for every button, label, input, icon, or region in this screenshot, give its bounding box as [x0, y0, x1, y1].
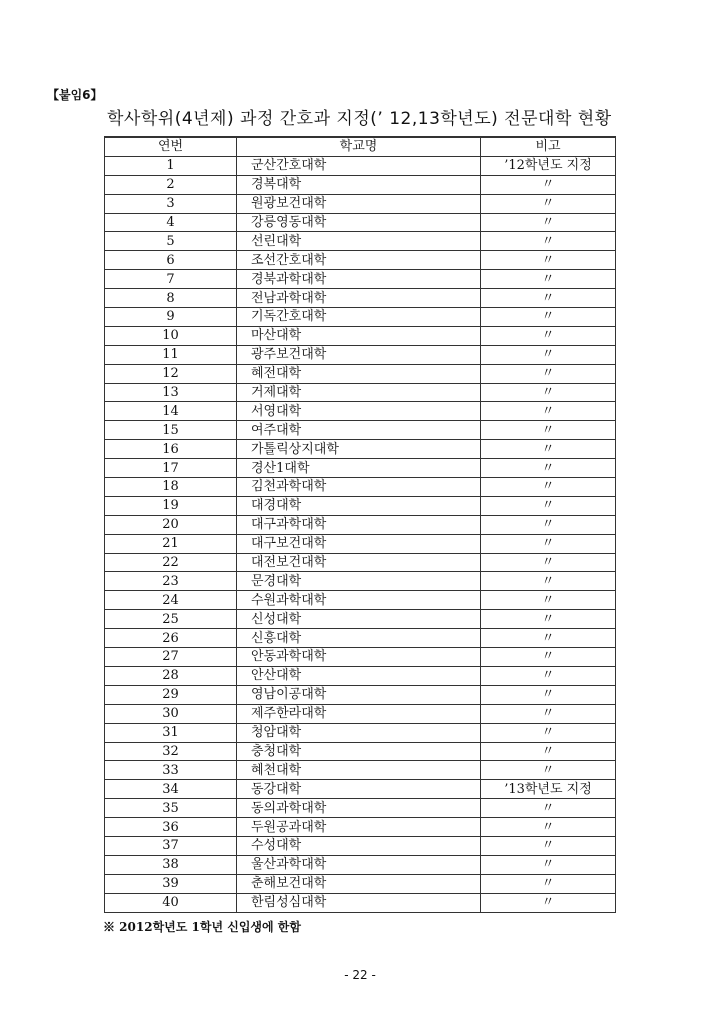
table-row	[105, 194, 616, 213]
row-note: 〃	[481, 666, 616, 685]
row-number: 4	[105, 213, 237, 232]
row-number: 12	[105, 364, 237, 383]
row-school-name: 신성대학	[237, 610, 481, 629]
row-note: 〃	[481, 836, 616, 855]
row-school-name: 영남이공대학	[237, 685, 481, 704]
table-row	[105, 213, 616, 232]
table-row	[105, 251, 616, 270]
row-number: 22	[105, 553, 237, 572]
row-school-name: 수원과학대학	[237, 591, 481, 610]
table-row	[105, 572, 616, 591]
row-school-name: 가톨릭상지대학	[237, 440, 481, 459]
row-school-name: 김천과학대학	[237, 478, 481, 497]
row-number: 17	[105, 459, 237, 478]
table-row	[105, 383, 616, 402]
row-number: 33	[105, 761, 237, 780]
row-note: 〃	[481, 496, 616, 515]
row-school-name: 기독간호대학	[237, 308, 481, 327]
row-number: 40	[105, 893, 237, 912]
table-row	[105, 818, 616, 837]
row-school-name: 울산과학대학	[237, 855, 481, 874]
row-school-name: 강릉영동대학	[237, 213, 481, 232]
row-school-name: 조선간호대학	[237, 251, 481, 270]
row-school-name: 전남과학대학	[237, 289, 481, 308]
row-note: 〃	[481, 364, 616, 383]
row-note: 〃	[481, 685, 616, 704]
row-school-name: 안산대학	[237, 666, 481, 685]
row-note: 〃	[481, 175, 616, 194]
row-note: 〃	[481, 440, 616, 459]
row-school-name: 원광보건대학	[237, 194, 481, 213]
header-note: 비고	[481, 137, 616, 156]
row-number: 35	[105, 799, 237, 818]
row-number: 34	[105, 780, 237, 799]
row-number: 32	[105, 742, 237, 761]
row-note: 〃	[481, 629, 616, 648]
row-school-name: 수성대학	[237, 836, 481, 855]
row-note: 〃	[481, 213, 616, 232]
row-note: 〃	[481, 478, 616, 497]
row-number: 9	[105, 308, 237, 327]
row-note: 〃	[481, 818, 616, 837]
row-school-name: 문경대학	[237, 572, 481, 591]
row-number: 28	[105, 666, 237, 685]
row-number: 15	[105, 421, 237, 440]
table-row	[105, 459, 616, 478]
row-number: 27	[105, 648, 237, 667]
row-number: 3	[105, 194, 237, 213]
row-school-name: 경복대학	[237, 175, 481, 194]
row-number: 1	[105, 156, 237, 175]
table-row	[105, 478, 616, 497]
footnote: ※ 2012학년도 1학년 신입생에 한함	[103, 920, 301, 934]
row-number: 2	[105, 175, 237, 194]
row-note: 〃	[481, 289, 616, 308]
row-school-name: 대경대학	[237, 496, 481, 515]
header-number: 연번	[105, 137, 237, 156]
row-number: 5	[105, 232, 237, 251]
row-school-name: 선린대학	[237, 232, 481, 251]
row-number: 25	[105, 610, 237, 629]
row-note: 〃	[481, 421, 616, 440]
row-number: 36	[105, 818, 237, 837]
table-row	[105, 534, 616, 553]
college-table	[104, 136, 616, 913]
row-school-name: 안동과학대학	[237, 648, 481, 667]
table-row	[105, 666, 616, 685]
row-note: 〃	[481, 326, 616, 345]
row-number: 39	[105, 874, 237, 893]
row-note: 〃	[481, 648, 616, 667]
row-number: 11	[105, 345, 237, 364]
row-note: 〃	[481, 572, 616, 591]
row-school-name: 신흥대학	[237, 629, 481, 648]
table-row	[105, 591, 616, 610]
row-school-name: 군산간호대학	[237, 156, 481, 175]
row-note: 〃	[481, 534, 616, 553]
row-school-name: 혜전대학	[237, 364, 481, 383]
document-title: 학사학위(4년제) 과정 간호과 지정(’ 12,13학년도) 전문대학 현황	[107, 109, 612, 129]
row-note: 〃	[481, 704, 616, 723]
table-row	[105, 270, 616, 289]
table-row	[105, 289, 616, 308]
row-number: 30	[105, 704, 237, 723]
row-number: 38	[105, 855, 237, 874]
row-number: 14	[105, 402, 237, 421]
table-row	[105, 308, 616, 327]
row-school-name: 서영대학	[237, 402, 481, 421]
table-row	[105, 761, 616, 780]
row-school-name: 경산1대학	[237, 459, 481, 478]
row-number: 20	[105, 515, 237, 534]
row-note: 〃	[481, 610, 616, 629]
row-school-name: 광주보건대학	[237, 345, 481, 364]
row-number: 10	[105, 326, 237, 345]
table-row	[105, 855, 616, 874]
table-row	[105, 610, 616, 629]
table-row	[105, 232, 616, 251]
row-note: 〃	[481, 799, 616, 818]
table-row	[105, 515, 616, 534]
table-row	[105, 553, 616, 572]
row-note: 〃	[481, 874, 616, 893]
row-school-name: 혜천대학	[237, 761, 481, 780]
row-note: 〃	[481, 742, 616, 761]
row-note: 〃	[481, 515, 616, 534]
row-note: ’12학년도 지정	[481, 156, 616, 175]
table-row	[105, 799, 616, 818]
row-number: 24	[105, 591, 237, 610]
table-row	[105, 326, 616, 345]
row-number: 18	[105, 478, 237, 497]
row-number: 31	[105, 723, 237, 742]
page-number: - 22 -	[344, 968, 376, 982]
table-row	[105, 836, 616, 855]
table-row	[105, 723, 616, 742]
row-school-name: 동강대학	[237, 780, 481, 799]
table-row	[105, 421, 616, 440]
row-note: 〃	[481, 308, 616, 327]
row-school-name: 한림성심대학	[237, 893, 481, 912]
table-row	[105, 685, 616, 704]
row-note: 〃	[481, 591, 616, 610]
row-note: 〃	[481, 402, 616, 421]
table-row	[105, 893, 616, 912]
row-note: ’13학년도 지정	[481, 780, 616, 799]
row-number: 6	[105, 251, 237, 270]
header-school-name: 학교명	[237, 137, 481, 156]
row-school-name: 두원공과대학	[237, 818, 481, 837]
row-number: 16	[105, 440, 237, 459]
table-row	[105, 156, 616, 175]
row-note: 〃	[481, 345, 616, 364]
row-school-name: 춘해보건대학	[237, 874, 481, 893]
row-school-name: 마산대학	[237, 326, 481, 345]
row-school-name: 대구보건대학	[237, 534, 481, 553]
row-note: 〃	[481, 383, 616, 402]
row-note: 〃	[481, 723, 616, 742]
table-row	[105, 440, 616, 459]
row-note: 〃	[481, 761, 616, 780]
attachment-label: 【붙임6】	[47, 88, 103, 102]
table-header-row	[105, 137, 616, 156]
row-note: 〃	[481, 270, 616, 289]
row-note: 〃	[481, 194, 616, 213]
table-row	[105, 496, 616, 515]
table-row	[105, 780, 616, 799]
row-school-name: 대전보건대학	[237, 553, 481, 572]
row-school-name: 거제대학	[237, 383, 481, 402]
table-row	[105, 175, 616, 194]
row-school-name: 동의과학대학	[237, 799, 481, 818]
row-number: 13	[105, 383, 237, 402]
row-note: 〃	[481, 855, 616, 874]
row-number: 7	[105, 270, 237, 289]
table-row	[105, 648, 616, 667]
table-row	[105, 704, 616, 723]
table-row	[105, 345, 616, 364]
row-number: 8	[105, 289, 237, 308]
row-number: 37	[105, 836, 237, 855]
row-number: 29	[105, 685, 237, 704]
table-row	[105, 874, 616, 893]
row-note: 〃	[481, 459, 616, 478]
row-number: 19	[105, 496, 237, 515]
row-school-name: 청암대학	[237, 723, 481, 742]
row-note: 〃	[481, 893, 616, 912]
row-number: 23	[105, 572, 237, 591]
row-note: 〃	[481, 251, 616, 270]
table-row	[105, 742, 616, 761]
row-number: 26	[105, 629, 237, 648]
row-school-name: 제주한라대학	[237, 704, 481, 723]
row-school-name: 충청대학	[237, 742, 481, 761]
row-note: 〃	[481, 553, 616, 572]
table-row	[105, 629, 616, 648]
row-number: 21	[105, 534, 237, 553]
table-row	[105, 402, 616, 421]
row-school-name: 여주대학	[237, 421, 481, 440]
table-body	[105, 156, 616, 912]
row-school-name: 대구과학대학	[237, 515, 481, 534]
row-note: 〃	[481, 232, 616, 251]
row-school-name: 경북과학대학	[237, 270, 481, 289]
table-row	[105, 364, 616, 383]
